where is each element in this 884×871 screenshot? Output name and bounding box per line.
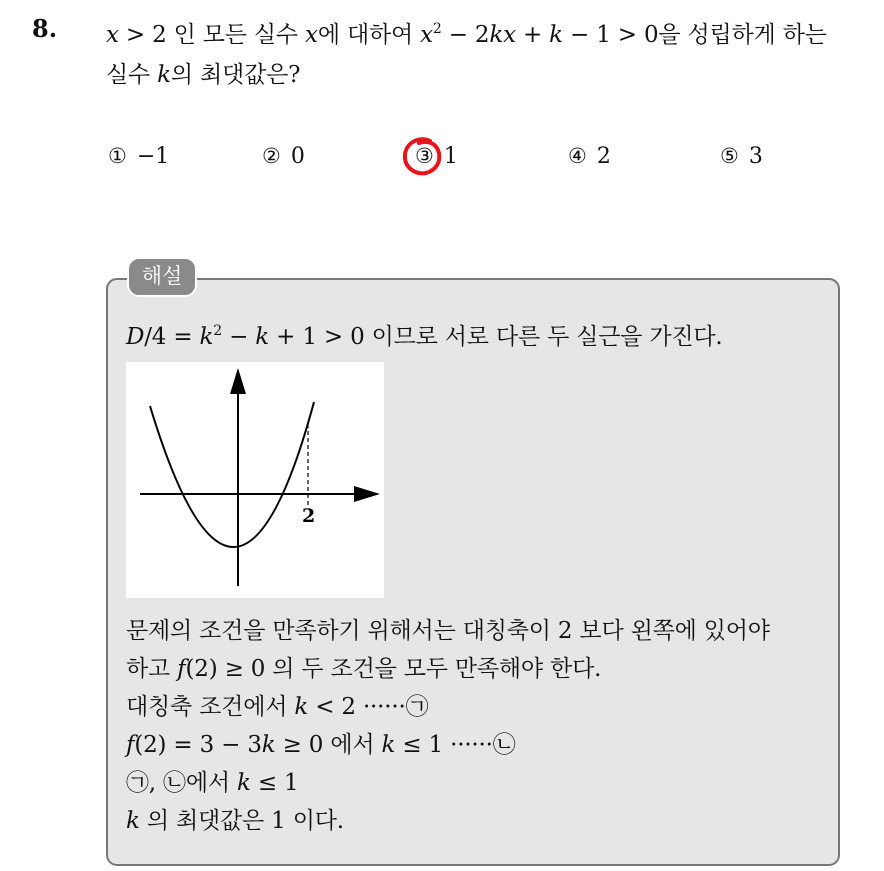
question-number: 8. (32, 14, 58, 43)
choice-1[interactable]: ① −1 (108, 144, 170, 169)
parabola-graph (126, 362, 384, 598)
solution-line-3: 하고 f(2) ≥ 0 의 두 조건을 모두 만족해야 한다. (126, 656, 602, 682)
choice-5[interactable]: ⑤ 3 (720, 144, 763, 169)
choice-2[interactable]: ② 0 (262, 144, 305, 169)
solution-line-7: k 의 최댓값은 1 이다. (126, 808, 344, 834)
question-text-line-2: 실수 k의 최댓값은? (106, 62, 301, 88)
graph-label-2: 2 (302, 505, 316, 527)
x-axis-arrow-icon (354, 486, 380, 502)
answer-circle-mark-icon (400, 134, 446, 180)
solution-line-4: 대칭축 조건에서 k < 2 ······㉠ (126, 694, 429, 720)
y-axis-arrow-icon (230, 368, 246, 394)
parabola-curve (150, 402, 314, 547)
solution-tag: 해설 (127, 257, 197, 297)
solution-line-1: $D/4 = k^2 - k + 1 > 0$ 이므로 서로 다른 두 실근을 가진다. (126, 323, 723, 350)
solution-line-2: 문제의 조건을 만족하기 위해서는 대칭축이 2 보다 왼쪽에 있어야 (126, 618, 770, 644)
question-text-line-1: x > 2 인 모든 실수 x에 대하여 $x^2 - 2kx + k - 1 > 0$을 성립하게 하는 (106, 21, 827, 48)
solution-line-6: ㉠, ㉡에서 k ≤ 1 (126, 770, 299, 796)
choice-4[interactable]: ④ 2 (568, 144, 611, 169)
choice-3[interactable]: ③ 1 (415, 144, 458, 169)
solution-line-5: f(2) = 3 − 3k ≥ 0 에서 k ≤ 1 ······㉡ (126, 732, 516, 758)
